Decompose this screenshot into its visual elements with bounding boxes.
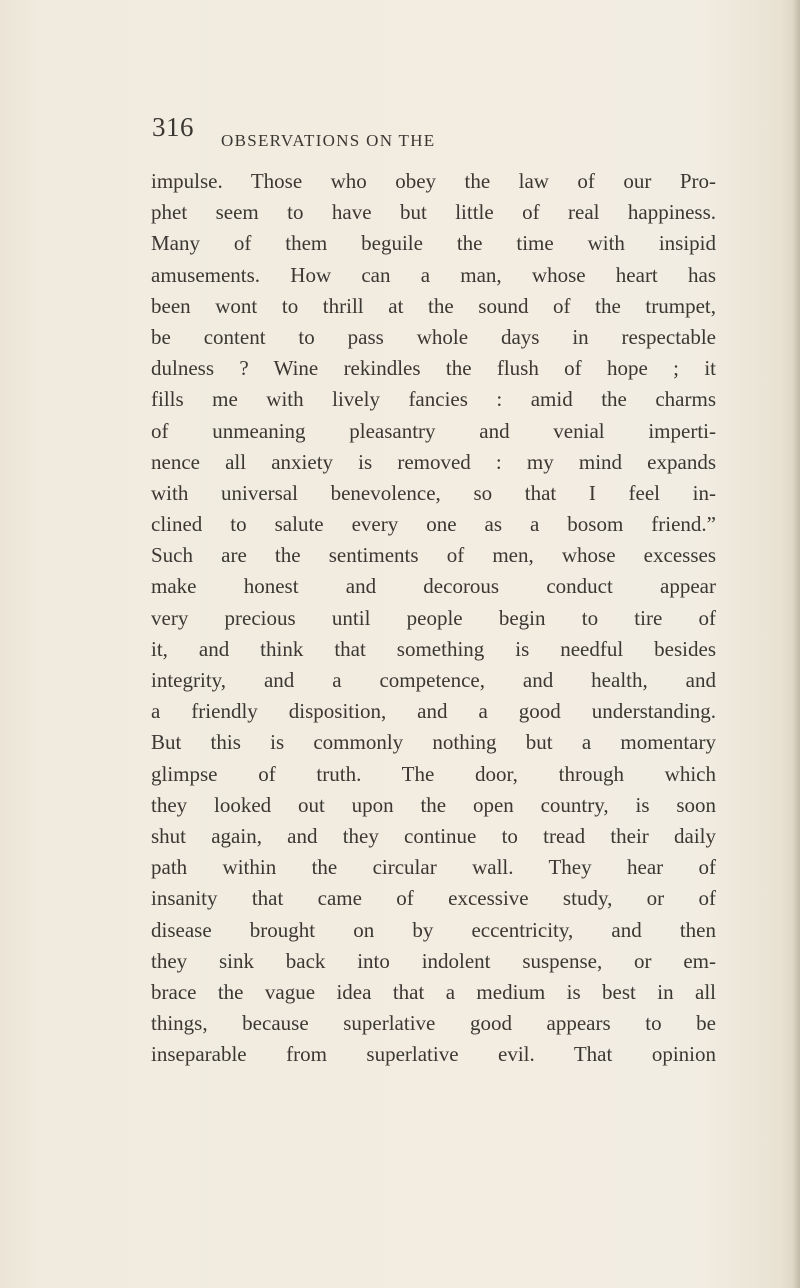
text-line: Many of them beguile the time with insipid [151,231,716,256]
text-line: path within the circular wall. They hear of [151,855,716,880]
text-line: But this is commonly nothing but a momentary [151,730,716,755]
text-line: make honest and decorous conduct appear [151,574,716,599]
text-line: phet seem to have but little of real happiness. [151,200,716,225]
text-line: nence all anxiety is removed : my mind expands [151,449,716,474]
text-line: clined to salute every one as a bosom friend.” [151,512,716,537]
text-line: been wont to thrill at the sound of the trumpet, [151,293,716,318]
text-line: Such are the sentiments of men, whose excesses [151,543,716,568]
text-line: it, and think that something is needful besides [151,636,716,661]
text-line: fills me with lively fancies : amid the charms [151,387,716,412]
text-line: impulse. Those who obey the law of our Pro- [151,169,716,193]
page-header [152,112,632,152]
running-head: OBSERVATIONS ON THE [221,131,436,150]
text-line: a friendly disposition, and a good understanding. [151,699,716,724]
page-edge-shadow [792,0,800,1288]
text-line: dulness ? Wine rekindles the flush of hope ; it [151,356,716,381]
text-line: very precious until people begin to tire of [151,605,716,630]
text-line: amusements. How can a man, whose heart has [151,262,716,287]
text-line: be content to pass whole days in respectable [151,324,716,349]
text-line: disease brought on by eccentricity, and then [151,917,716,942]
body-text [151,166,716,1070]
text-line: glimpse of truth. The door, through which [151,761,716,786]
text-line: of unmeaning pleasantry and venial imperti- [151,418,716,443]
page-number: 316 [152,112,194,142]
text-line: insanity that came of excessive study, or of [151,886,716,911]
text-line: they looked out upon the open country, is soon [151,792,716,817]
text-line: shut again, and they continue to tread their daily [151,823,716,848]
text-line: they sink back into indolent suspense, or em- [151,948,716,973]
text-line: brace the vague idea that a medium is best in all [151,979,716,1004]
text-line: with universal benevolence, so that I feel in- [151,480,716,505]
text-line: things, because superlative good appears to be [151,1011,716,1036]
text-line: inseparable from superlative evil. That opinion [151,1042,716,1067]
text-line: integrity, and a competence, and health, and [151,668,716,692]
